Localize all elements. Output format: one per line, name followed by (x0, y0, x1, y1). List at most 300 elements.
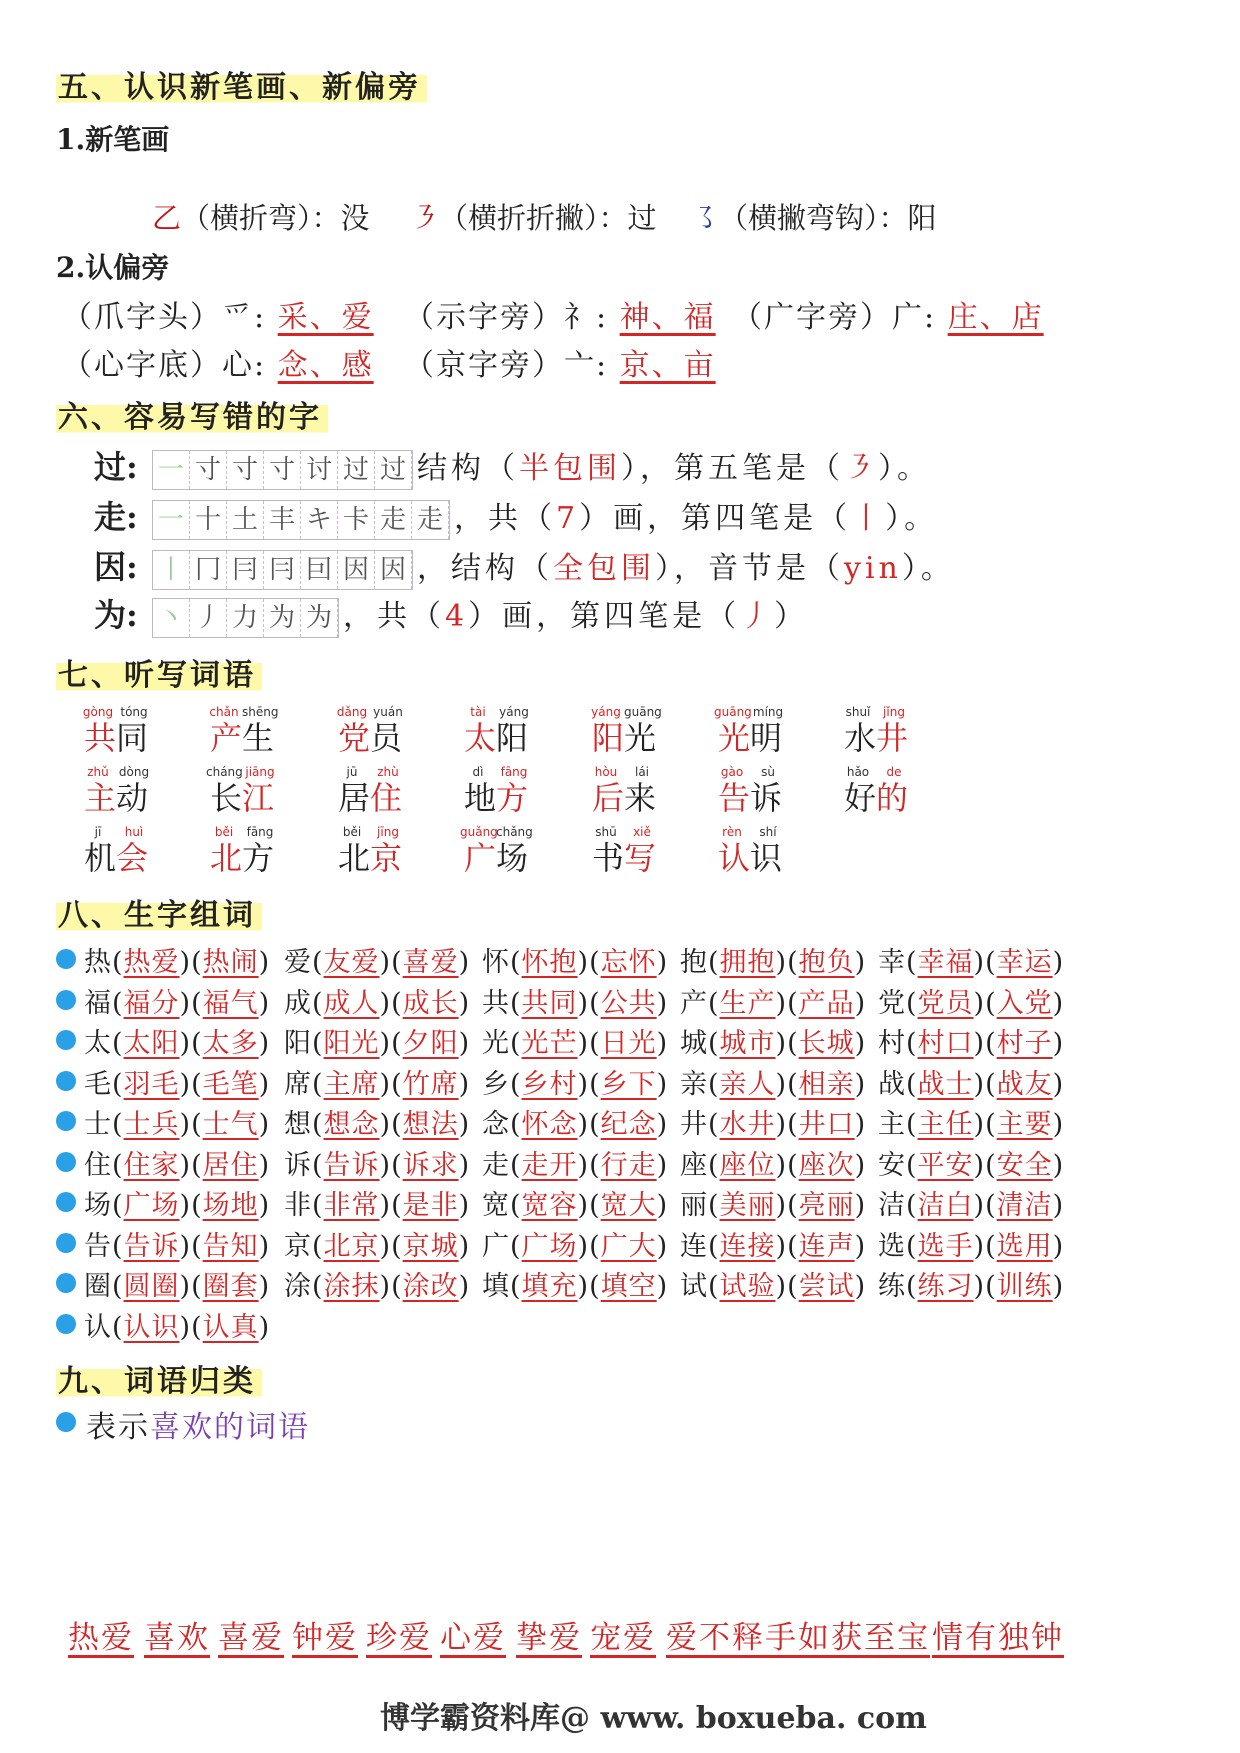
combo-word: 涂改 (402, 1271, 459, 1302)
combo-word: 填空 (600, 1271, 657, 1302)
stroke-step: 十 (190, 501, 227, 539)
hanzi-line (334, 780, 406, 816)
hanzi-line (714, 840, 786, 876)
bullet-dot (56, 1412, 76, 1432)
combo-word: 广大 (600, 1230, 657, 1262)
paren: ( (312, 987, 324, 1019)
dictation-word (840, 764, 912, 816)
paren: )( (379, 987, 403, 1019)
paren: )( (179, 1068, 203, 1100)
radical-item: （爪字头）爫: 采、爱 (62, 300, 374, 335)
paren: )( (775, 987, 799, 1019)
hanzi: 诉 (750, 779, 783, 817)
paren: ) (656, 1028, 669, 1059)
hanzi-line (840, 780, 912, 816)
hanzi: 方 (242, 839, 275, 877)
stroke-step: 寸 (190, 451, 227, 489)
base-char: 成 (284, 987, 312, 1019)
combo-word: 村子 (996, 1028, 1053, 1059)
section-8-title: 八、生字组词 (56, 890, 262, 934)
liking-word: 珍爱 (366, 1620, 432, 1656)
pinyin-line (334, 824, 406, 840)
dictation-word (460, 704, 532, 756)
radical-glyph: 广 (892, 300, 924, 335)
paren: )( (775, 1271, 799, 1302)
paren: ( (112, 1271, 124, 1302)
category-prefix: 表示 (86, 1410, 150, 1445)
hanzi: 井 (876, 719, 909, 757)
pinyin-line (460, 764, 532, 780)
paren: ( (708, 1068, 720, 1100)
hanzi: 方 (496, 779, 529, 817)
combo-word: 福分 (123, 987, 180, 1019)
paren: )( (179, 1190, 203, 1221)
pinyin: jǐng (883, 705, 905, 719)
dictation-word (460, 764, 532, 816)
combo-word: 井口 (798, 1109, 855, 1140)
paren: ) (458, 1149, 471, 1181)
stroke-item (690, 196, 937, 237)
combo-word: 忘怀 (600, 947, 657, 978)
paren: ( (510, 1230, 522, 1262)
combo-word: 拥抱 (719, 947, 776, 978)
base-char: 连 (680, 1230, 708, 1262)
paren: ( (510, 987, 522, 1019)
target-char: 为: (94, 596, 138, 634)
paren: ) (458, 1271, 471, 1302)
hanzi: 写 (624, 839, 657, 877)
hanzi: 水 (844, 719, 877, 757)
stroke-step: 卡 (338, 501, 375, 539)
pinyin-line (588, 764, 660, 780)
combo-word: 亲人 (719, 1068, 776, 1100)
bullet-dot (56, 1111, 76, 1131)
liking-word: 喜爱 (218, 1620, 284, 1656)
combo-word: 福气 (202, 987, 259, 1019)
radical-glyph: 礻 (564, 300, 596, 335)
pinyin: yuán (373, 705, 403, 719)
base-char: 乡 (482, 1068, 510, 1100)
base-char: 共 (482, 987, 510, 1019)
question-text: ）画，第四笔是（ (579, 501, 852, 536)
paren: ( (312, 1068, 324, 1100)
combo-word: 水井 (719, 1109, 776, 1140)
paren: ) (458, 1028, 471, 1059)
paren: ) (258, 1230, 271, 1262)
hanzi: 江 (242, 779, 275, 817)
paren: ( (906, 1068, 918, 1100)
paren: )( (577, 1230, 601, 1262)
paren: ) (1052, 1028, 1065, 1059)
base-char: 安 (878, 1149, 906, 1181)
base-char: 诉 (284, 1149, 312, 1181)
combo-word: 战友 (996, 1068, 1053, 1100)
paren: ( (708, 987, 720, 1019)
paren: ( (708, 1271, 720, 1302)
combo-word: 乡下 (600, 1068, 657, 1100)
hanzi-line (588, 780, 660, 816)
combo-entry (878, 1062, 1064, 1101)
combo-entry (284, 1183, 470, 1222)
pinyin: xiě (633, 825, 651, 839)
paren: ( (510, 1068, 522, 1100)
combo-word: 抱负 (798, 947, 855, 978)
stroke-step: 过 (338, 451, 375, 489)
combo-entry (284, 1062, 470, 1101)
combo-word: 座次 (798, 1149, 855, 1181)
pinyin: guāng (624, 705, 662, 719)
paren: ) (258, 1271, 271, 1302)
combo-word: 练习 (917, 1271, 974, 1302)
question-text: ）画，第四笔是（ (468, 599, 741, 634)
combo-word: 怀抱 (521, 947, 578, 978)
stroke-step: 寸 (227, 451, 264, 489)
combo-word: 住家 (123, 1149, 180, 1181)
combo-word: 羽毛 (123, 1068, 180, 1100)
combo-word: 成人 (323, 987, 380, 1019)
dictation-word (588, 764, 660, 816)
dictation-word (714, 824, 786, 876)
combo-entry (284, 1224, 470, 1263)
paren: ) (258, 947, 271, 978)
combo-entry (84, 940, 270, 979)
base-char: 党 (878, 987, 906, 1019)
section-5-title: 五、认识新笔画、新偏旁 (56, 62, 427, 106)
pinyin: tóng (120, 705, 148, 719)
combo-word: 主任 (917, 1109, 974, 1140)
stroke-step: 走 (412, 501, 449, 539)
combo-entry (680, 1143, 866, 1182)
paren: ) (458, 1190, 471, 1221)
question-text: ，结构（ (417, 551, 553, 586)
bullet-dot (56, 1314, 76, 1334)
stroke-step: 冃 (264, 551, 301, 589)
paren: ) (854, 1068, 867, 1100)
combo-word: 主要 (996, 1109, 1053, 1140)
hanzi: 北 (210, 839, 243, 877)
hanzi: 动 (116, 779, 149, 817)
paren: ) (458, 987, 471, 1019)
combo-entry (284, 940, 470, 979)
combo-word: 训练 (996, 1271, 1053, 1302)
hanzi: 产 (210, 719, 243, 757)
base-char: 士 (84, 1109, 112, 1140)
dictation-word (80, 764, 152, 816)
base-char: 告 (84, 1230, 112, 1262)
base-char: 亲 (680, 1068, 708, 1100)
paren: ( (708, 1028, 720, 1059)
combo-entry (284, 1102, 470, 1141)
stroke-label: （横折折撇）：过 (439, 201, 657, 235)
base-char: 热 (84, 947, 112, 978)
base-char: 光 (482, 1028, 510, 1059)
stroke-step: 冃 (227, 551, 264, 589)
liking-word: 如获至宝 (798, 1620, 930, 1656)
paren: ( (312, 1149, 324, 1181)
paren: ( (906, 947, 918, 978)
hanzi: 同 (116, 719, 149, 757)
base-char: 非 (284, 1190, 312, 1221)
base-char: 主 (878, 1109, 906, 1140)
paren: )( (775, 1230, 799, 1262)
dictation-word (334, 764, 406, 816)
combo-word: 产品 (798, 987, 855, 1019)
stroke-step: 因 (375, 551, 412, 589)
paren: ( (906, 1028, 918, 1059)
paren: )( (577, 1271, 601, 1302)
paren: ( (906, 1230, 918, 1262)
pinyin: sù (761, 765, 775, 779)
stroke-order-grid (152, 500, 450, 540)
pinyin-line (334, 764, 406, 780)
paren: )( (179, 1311, 203, 1343)
paren: )( (973, 1230, 997, 1262)
dictation-word (206, 764, 278, 816)
combo-entry (84, 981, 270, 1020)
paren: ( (510, 1028, 522, 1059)
hanzi-line (80, 840, 152, 876)
pinyin: fāng (500, 765, 528, 779)
pinyin: shuǐ (845, 705, 871, 719)
dictation-word (334, 824, 406, 876)
paren: ) (656, 947, 669, 978)
paren: ( (312, 1028, 324, 1059)
hanzi-line (206, 780, 278, 816)
combo-entry (482, 1264, 668, 1303)
paren: ) (854, 1028, 867, 1059)
answer: 4 (445, 599, 469, 634)
hanzi-line (588, 840, 660, 876)
footer-watermark: 博学霸资料库@ www. boxueba. com (380, 1701, 927, 1736)
answer: yin (844, 551, 902, 586)
paren: ) (258, 1109, 271, 1140)
radical-item: （京字旁）亠: 京、亩 (404, 348, 716, 383)
stroke-step: 寸 (264, 451, 301, 489)
paren: )( (973, 1149, 997, 1181)
combo-word: 广场 (123, 1190, 180, 1221)
pinyin: zhù (377, 765, 399, 779)
paren: ( (510, 1271, 522, 1302)
paren: ) (656, 1190, 669, 1221)
base-char: 场 (84, 1190, 112, 1221)
paren: )( (577, 1109, 601, 1140)
combo-word: 亮丽 (798, 1190, 855, 1221)
pinyin: míng (752, 705, 784, 719)
target-char: 因: (94, 548, 138, 586)
paren: ( (708, 1149, 720, 1181)
category-label (86, 1402, 310, 1446)
hanzi-line (206, 720, 278, 756)
combo-entry (482, 981, 668, 1020)
combo-word: 共同 (521, 987, 578, 1019)
stroke-step: 囙 (301, 551, 338, 589)
dictation-word (840, 704, 912, 756)
hanzi-line (588, 720, 660, 756)
paren: )( (577, 987, 601, 1019)
pinyin: guǎng (460, 825, 498, 839)
paren: )( (379, 1028, 403, 1059)
radical-item: （心字底）心: 念、感 (62, 348, 374, 383)
section-6-title: 六、容易写错的字 (56, 392, 328, 436)
combo-word: 宽容 (521, 1190, 578, 1221)
paren: )( (179, 1230, 203, 1262)
paren: ) (854, 987, 867, 1019)
combo-entry (482, 1102, 668, 1141)
hanzi: 认 (718, 839, 751, 877)
hanzi: 的 (876, 779, 909, 817)
dictation-word (714, 704, 786, 756)
combo-word: 党员 (917, 987, 974, 1019)
dictation-word (80, 824, 152, 876)
pinyin: jū (346, 765, 358, 779)
liking-word: 心爱 (440, 1620, 506, 1656)
paren: ) (1052, 947, 1065, 978)
pinyin-line (80, 824, 152, 840)
radical-name: （心字底） (62, 348, 222, 383)
combo-entry (482, 1224, 668, 1263)
pinyin: yáng (499, 705, 529, 719)
paren: ) (458, 1230, 471, 1262)
pinyin-line (714, 764, 786, 780)
paren: ) (258, 987, 271, 1019)
error-char-row (94, 590, 808, 638)
paren: )( (577, 1068, 601, 1100)
combo-word: 士兵 (123, 1109, 180, 1140)
paren: )( (379, 947, 403, 978)
paren: )( (179, 947, 203, 978)
paren: )( (775, 1190, 799, 1221)
paren: ) (854, 1149, 867, 1181)
stroke-step: 冂 (190, 551, 227, 589)
paren: )( (577, 1149, 601, 1181)
paren: ) (1052, 1109, 1065, 1140)
paren: ) (458, 1068, 471, 1100)
error-char-row (94, 542, 955, 590)
hanzi: 阳 (592, 719, 625, 757)
base-char: 认 (84, 1311, 112, 1343)
base-char: 住 (84, 1149, 112, 1181)
combo-word: 竹席 (402, 1068, 459, 1100)
combo-entry (680, 1224, 866, 1263)
answer: 半包围 (519, 451, 621, 486)
hanzi-line (80, 720, 152, 756)
combo-word: 太多 (202, 1028, 259, 1059)
paren: ( (112, 1311, 124, 1343)
stroke-step: 丰 (264, 501, 301, 539)
combo-entry (84, 1183, 270, 1222)
radical-item: （广字旁）广: 庄、店 (732, 300, 1044, 335)
hanzi-line (460, 720, 532, 756)
hanzi-line (714, 720, 786, 756)
dictation-word (588, 824, 660, 876)
pinyin: chǎng (496, 825, 533, 839)
base-char: 怀 (482, 947, 510, 978)
combo-entry (680, 1102, 866, 1141)
stroke-glyph: 乙 (152, 201, 182, 235)
combo-entry (680, 1183, 866, 1222)
paren: ) (854, 1230, 867, 1262)
combo-word: 日光 (600, 1028, 657, 1059)
pinyin: rèn (722, 825, 742, 839)
hanzi: 场 (496, 839, 529, 877)
combo-entry (680, 1264, 866, 1303)
radical-examples: 神、福 (619, 300, 716, 335)
paren: ) (656, 1068, 669, 1100)
combo-word: 试验 (719, 1271, 776, 1302)
combo-word: 幸运 (996, 947, 1053, 978)
paren: ( (510, 947, 522, 978)
bullet-dot (56, 1152, 76, 1172)
pinyin: běi (214, 825, 234, 839)
pinyin: běi (342, 825, 362, 839)
combo-word: 座位 (719, 1149, 776, 1181)
stroke-step: 丶 (153, 599, 190, 637)
combo-word: 入党 (996, 987, 1053, 1019)
question-text: ）。 (901, 551, 955, 586)
liking-word: 热爱 (68, 1620, 134, 1656)
answer: ㇋ (844, 451, 878, 486)
pinyin-line (840, 704, 912, 720)
stroke-order-grid (152, 550, 413, 590)
paren: )( (379, 1271, 403, 1302)
combo-entry (878, 1143, 1064, 1182)
paren: ( (906, 987, 918, 1019)
radical-examples: 庄、店 (947, 300, 1044, 335)
base-char: 广 (482, 1230, 510, 1262)
answer: 丨 (851, 501, 886, 536)
stroke-step: 为 (301, 599, 338, 637)
combo-word: 成长 (402, 987, 459, 1019)
pinyin: shí (759, 825, 777, 839)
paren: )( (379, 1068, 403, 1100)
pinyin: jīng (377, 825, 399, 839)
combo-word: 走开 (521, 1149, 578, 1181)
paren: ( (708, 1190, 720, 1221)
paren: )( (775, 1109, 799, 1140)
base-char: 走 (482, 1149, 510, 1181)
stroke-step: キ (301, 501, 338, 539)
hanzi: 书 (592, 839, 625, 877)
stroke-step: 走 (375, 501, 412, 539)
paren: )( (775, 1028, 799, 1059)
pinyin: jiāng (245, 765, 275, 779)
target-char: 走: (94, 498, 138, 536)
pinyin-line (206, 764, 278, 780)
hanzi: 会 (116, 839, 149, 877)
dictation-word (80, 704, 152, 756)
base-char: 太 (84, 1028, 112, 1059)
radical-examples: 采、爱 (277, 300, 374, 335)
combo-word: 告诉 (123, 1230, 180, 1262)
combo-word: 热闹 (202, 947, 259, 978)
paren: ( (112, 947, 124, 978)
paren: ) (854, 947, 867, 978)
hanzi: 光 (624, 719, 657, 757)
hanzi-line (460, 780, 532, 816)
combo-word: 怀念 (521, 1109, 578, 1140)
combo-entry (878, 981, 1064, 1020)
hanzi-line (460, 840, 532, 876)
paren: ( (906, 1190, 918, 1221)
paren: )( (973, 1068, 997, 1100)
paren: ) (854, 1109, 867, 1140)
paren: )( (973, 1271, 997, 1302)
paren: ( (312, 1190, 324, 1221)
pinyin: jī (94, 825, 102, 839)
pinyin-line (714, 704, 786, 720)
combo-word: 行走 (600, 1149, 657, 1181)
paren: )( (973, 947, 997, 978)
